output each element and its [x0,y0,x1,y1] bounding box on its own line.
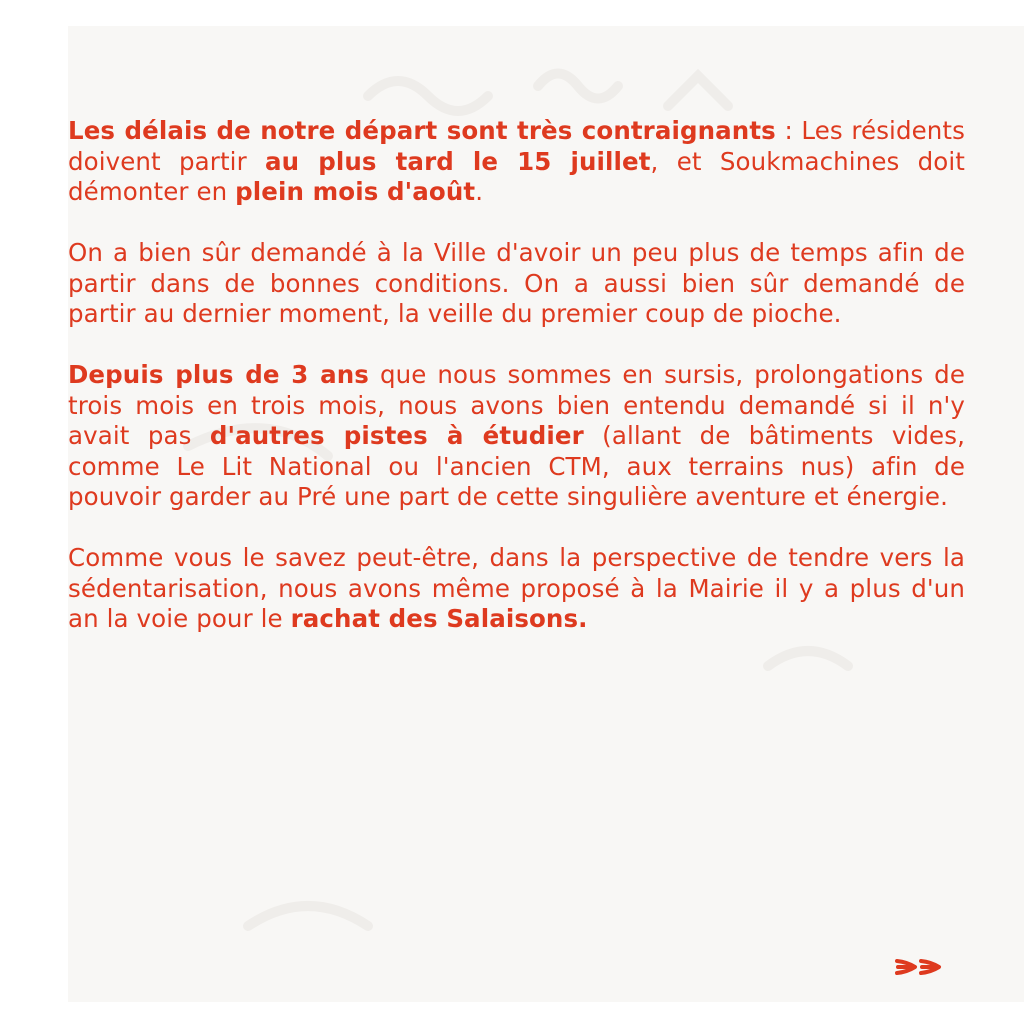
emphasis-text: plein mois d'août [235,177,476,206]
paragraph [68,360,965,513]
body-text: . [475,177,484,206]
body-text: On a bien sûr demandé à la Ville d'avoir un peu plus de temps afin de partir dans de bonnes conditions. On a aussi bien sûr demandé de partir au dernier moment, la veille du premier coup de pioche. [68,238,965,328]
emphasis-text: Les délais de notre départ sont très contraignants [68,116,776,145]
paragraph [68,543,965,635]
body-text: : Les résidents doivent partir [68,116,965,176]
body-text: Comme vous le savez peut-être, dans la perspective de tendre vers la sédentarisation, nous avons même proposé à la Mairie il y a plus d'un an la voie pour le [68,543,965,633]
body-text: , et Soukmachines doit démonter en [68,146,965,206]
main-text [68,116,965,665]
emphasis-text: rachat des Salaisons. [290,604,588,633]
paragraph [68,238,965,330]
emphasis-text: Depuis plus de 3 ans [68,360,369,389]
body-text: que nous sommes en sursis, prolongations de trois mois en trois mois, nous avons bien entendu demandé si il n'y avait pas [68,360,965,450]
emphasis-text: d'autres pistes à étudier [209,421,584,450]
body-text: (allant de bâtiments vides, comme Le Lit National ou l'ancien CTM, aux terrains nus) afin de pouvoir garder au Pré une part de cette singulière aventure et énergie. [68,421,965,511]
double-chevron-right-icon[interactable] [893,953,951,981]
paragraph [68,116,965,208]
emphasis-text: au plus tard le 15 juillet [265,146,651,176]
